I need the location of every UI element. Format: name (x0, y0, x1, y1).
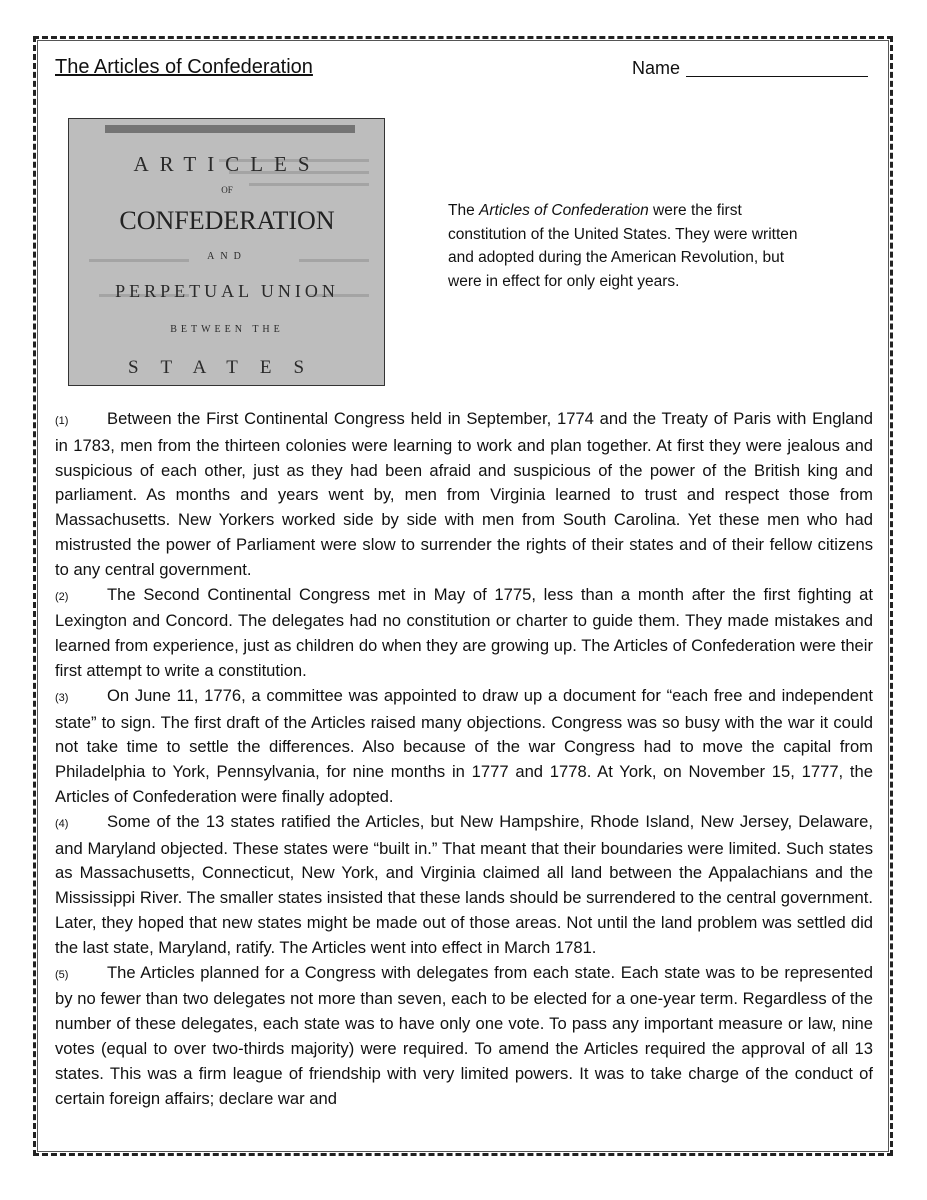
intro-text-italic-title: Articles of Confederation (479, 202, 649, 219)
articles-document-image (68, 118, 385, 386)
article-body (55, 407, 873, 1111)
paragraph-5 (55, 961, 873, 1112)
paragraph-number: (1) (55, 415, 69, 427)
name-field-line[interactable] (686, 76, 868, 77)
paragraph-2 (55, 583, 873, 684)
paragraph-4 (55, 810, 873, 961)
intro-text-rest: were the first constitution of the United States. They were written and adopted during the American Revolution, but were in effect for only eight years. (448, 202, 798, 290)
paragraph-text: The Second Continental Congress met in May of 1775, less than a month after the first fighting at Lexington and Concord. The delegates had no constitution or charter to guide them. They made mistakes and learned from experience, just as children do when they are growing up. The Articles of Confederation were their first attempt to write a constitution. (55, 584, 873, 680)
doc-line-articles: ARTICLES (133, 152, 321, 176)
intro-text (448, 199, 808, 293)
doc-line-between-the: BETWEEN THE (170, 324, 284, 335)
doc-line-and: AND (207, 251, 247, 262)
page-title: The Articles of Confederation (55, 56, 313, 78)
paragraph-number: (3) (55, 691, 69, 704)
paragraph-number: (2) (55, 590, 69, 603)
paragraph-number: (5) (55, 968, 69, 981)
paragraph-text: On June 11, 1776, a committee was appointed to draw up a document for “each free and independent state” to sign. The first draft of the Articles raised many objections. Congress was so busy with the war it could not take time to settle the differences. Also because of the war Congress had to move the capital from Philadelphia to York, Pennsylvania, for nine months in 1777 and 1778. At York, on November 15, 1777, the Articles of Confederation were finally adopted. (55, 685, 873, 806)
doc-line-states: STATES (127, 357, 327, 378)
paragraph-text: Some of the 13 states ratified the Articles, but New Hampshire, Rhode Island, New Jersey, Delaware, and Maryland objected. These states were “built in.” That meant that their boundaries were limited. Such states as Massachusetts, Connecticut, New York, and Virginia claimed all land between the Appalachians and the Mississippi River. The smaller states insisted that these lands should be surrendered to the central government. Later, they hoped that new states might be made out of those areas. Not until the land problem was settled did the last state, Maryland, ratify. The Articles went into effect in March 1781. (55, 811, 873, 957)
doc-line-perpetual-union: PERPETUAL UNION (115, 281, 339, 301)
paragraph-text: The Articles planned for a Congress with delegates from each state. Each state was to be represented by no fewer than two delegates not more than seven, each to be elected for a one-year term. Regardless of the number of these delegates, each state was to have only one vote. To pass any important measure or law, nine votes (equal to over two-thirds majority) were required. To amend the Articles required the approval of all 13 states. This was a firm league of friendship with very limited powers. It was to take charge of the conduct of certain foreign affairs; declare war and (55, 962, 873, 1108)
paragraph-text: Between the First Continental Congress held in September, 1774 and the Treaty of Paris with England in 1783, men from the thirteen colonies were learning to work and plan together. At first they were jealous and suspicious of each other, just as they had been afraid and suspicious of the power of the British king and parliament. As months and years went by, men from Virginia learned to trust and respect those from Massachusetts. New Yorkers worked side by side with men from South Carolina. Yet these men who had mistrusted the power of Parliament were slow to surrender the rights of their states and of their fellow citizens to any central government. (55, 409, 873, 579)
doc-line-of: OF (221, 185, 233, 195)
intro-text-start: The (448, 202, 480, 219)
paragraph-3 (55, 684, 873, 810)
name-label: Name (632, 58, 681, 78)
paragraph-1 (55, 407, 873, 583)
paragraph-number: (4) (55, 817, 69, 830)
doc-line-confederation: CONFEDERATION (119, 206, 335, 235)
